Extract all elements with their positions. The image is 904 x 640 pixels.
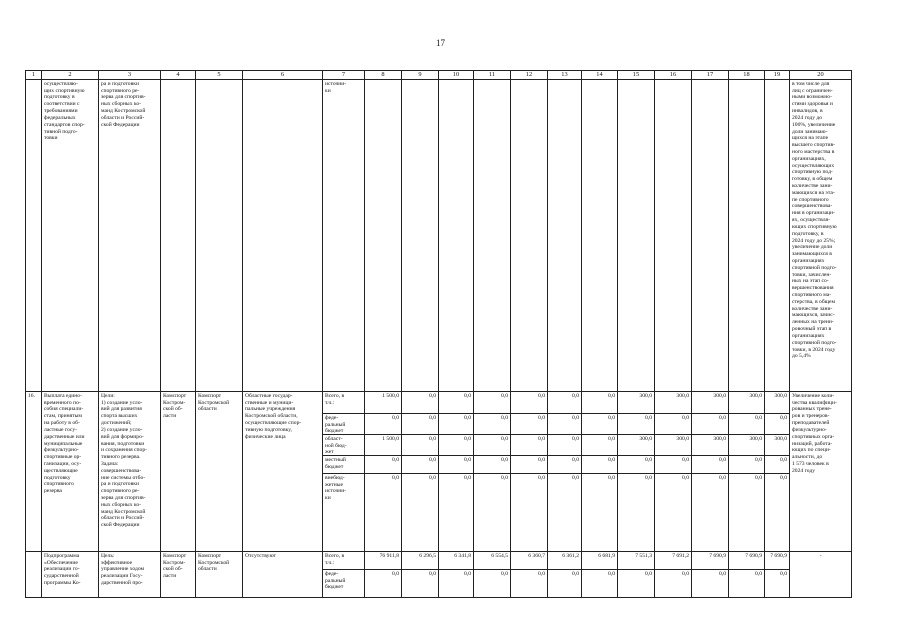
cell-responsible <box>196 79 243 391</box>
amount-value: 300,0 <box>692 392 728 414</box>
cell-amount <box>765 391 790 551</box>
amount-value: 0,0 <box>719 474 726 481</box>
cell-goals: ра и подготовки спортивного ре- зерва для спортив- ных сборных ко- манд Костромской области и Россий- ской Федерации <box>99 79 161 391</box>
amount-value: 300,0 <box>618 435 654 456</box>
source-label: внебюд- жетные источни- ки <box>325 474 347 502</box>
amount-value: 0,0 <box>765 414 789 435</box>
amount-value: 300,0 <box>729 435 764 456</box>
cell-amount <box>439 551 474 597</box>
column-number-9: 9 <box>402 71 439 80</box>
amount-value: 300,0 <box>765 392 789 414</box>
column-number-8: 8 <box>365 71 402 80</box>
amount-value: 0,0 <box>474 392 510 414</box>
amount-value: 0,0 <box>474 414 510 435</box>
cell-amount <box>511 551 548 597</box>
cell-amount <box>582 551 618 597</box>
column-number-14: 14 <box>582 71 618 80</box>
cell-amount <box>474 391 511 551</box>
amount-value: 0,0 <box>645 474 652 481</box>
column-number-7: 7 <box>323 71 365 80</box>
amount-value: 6 681,9 <box>582 552 617 570</box>
amount-value: 300,0 <box>655 392 691 414</box>
source-label: феде- ральный бюджет <box>325 570 346 591</box>
cell-goals: Цели: 1) создание усло- вий для развития спорта высших достижений; 2) создание усло- вий для формиро- вания, подготовки и сохранения спор- тивного резерва. Задача: совершенствова- ние системы отбо- ра и подготовки спортивного ре- зерва для спортив- ных сборных ко- манд Костромской области и Россий- ской Федерации <box>99 391 161 551</box>
source-label: местный бюджет <box>323 456 364 474</box>
amount-value: 0,0 <box>682 474 689 481</box>
amount-value: 0,0 <box>474 456 510 474</box>
amount-value: 0,0 <box>682 570 689 577</box>
amount-value: 0,0 <box>655 456 691 474</box>
amount-value: 300,0 <box>692 435 728 456</box>
column-number-16: 16 <box>655 71 692 80</box>
amount-value: 0,0 <box>729 456 764 474</box>
amount-value: 0,0 <box>439 414 473 435</box>
cell-amount <box>548 551 582 597</box>
source-label: Всего, в т.ч.: <box>323 392 364 414</box>
source-label: област- ной бюд- жет <box>323 435 364 456</box>
amount-value: 0,0 <box>402 435 438 456</box>
amount-value: 0,0 <box>474 435 510 456</box>
amount-value: 0,0 <box>755 474 762 481</box>
subprogram-title: Подпрограмма «Обеспечение реализации го- сударственной программы Ко- <box>44 552 81 587</box>
amount-value: 0,0 <box>511 435 547 456</box>
amount-value: 0,0 <box>392 570 399 577</box>
amount-value: 6 554,5 <box>474 552 510 570</box>
amount-value: 6 341,8 <box>439 552 473 570</box>
table-row <box>26 79 852 391</box>
cell-amount <box>439 391 474 551</box>
cell-amount <box>729 391 765 551</box>
budget-table <box>25 70 852 598</box>
cell-amount <box>618 391 655 551</box>
amount-value: 0,0 <box>439 392 473 414</box>
amount-value: 0,0 <box>548 392 581 414</box>
cell-amount <box>692 391 729 551</box>
column-number-19: 19 <box>765 71 790 80</box>
cell-amount <box>548 391 582 551</box>
column-number-15: 15 <box>618 71 655 80</box>
amount-value: 300,0 <box>729 392 764 414</box>
amount-value: 300,0 <box>765 435 789 456</box>
amount-value: 76 911,8 <box>365 552 401 570</box>
cell-activity: Выплата едино- временного по- собия специали- стам, принятым на работу в об- ластные госу- дарственные или муниципальные физкультурно- спортивные ор- ганизации, осу- ществляющие подготовку спортивного резерва <box>42 391 99 551</box>
amount-value: 0,0 <box>402 392 438 414</box>
amount-value: 0,0 <box>439 435 473 456</box>
cell-amount <box>474 551 511 597</box>
amount-value: 6 361,2 <box>548 552 581 570</box>
column-number-18: 18 <box>729 71 765 80</box>
amount-value: 0,0 <box>608 570 615 577</box>
column-number-10: 10 <box>439 71 474 80</box>
amount-value: 0,0 <box>538 474 545 481</box>
cell-participants: Отсутствуют <box>243 551 323 597</box>
amount-value: 6 360,7 <box>511 552 547 570</box>
source-label: феде- ральный бюджет <box>323 414 364 435</box>
cell-responsible: Комспорт Костромской области <box>196 391 243 551</box>
page-number: 17 <box>436 38 445 48</box>
amount-value: 0,0 <box>365 456 401 474</box>
column-number-12: 12 <box>511 71 548 80</box>
amount-value: 0,0 <box>429 474 436 481</box>
amount-value: 0,0 <box>582 414 617 435</box>
amount-value: 0,0 <box>402 456 438 474</box>
amount-value: 0,0 <box>429 570 436 577</box>
cell-executor <box>161 79 196 391</box>
amount-value: 0,0 <box>392 474 399 481</box>
amount-value: 6 296,5 <box>402 552 438 570</box>
cell-amount <box>511 391 548 551</box>
amount-value: 0,0 <box>402 414 438 435</box>
cell-source <box>323 551 365 597</box>
cell-activity <box>42 551 99 597</box>
amount-value: 0,0 <box>729 414 764 435</box>
amount-value: 1 500,0 <box>365 392 401 414</box>
amount-value: 0,0 <box>608 474 615 481</box>
amount-value: 0,0 <box>645 570 652 577</box>
amount-value: 7 690,9 <box>692 552 728 570</box>
cell-source <box>323 391 365 551</box>
column-number-17: 17 <box>692 71 729 80</box>
cell-result: Увеличение коли- чества квалифици- рованных трене- ров и тренеров- преподавателей физкультурно- спортивных орга- низаций, работа- ющих по специ- альности, до 1 573 человек в 2024 году <box>790 391 852 551</box>
amount-value: 0,0 <box>755 570 762 577</box>
amount-value: 0,0 <box>582 435 617 456</box>
cell-responsible: Комспорт Костромской области <box>196 551 243 597</box>
cell-index: 16. <box>26 391 42 551</box>
amount-value: 0,0 <box>572 570 579 577</box>
cell-index <box>26 551 42 597</box>
cell-amount <box>655 391 692 551</box>
cell-amount <box>582 391 618 551</box>
cell-executor: Комспорт Костром- ской об- ласти <box>161 551 196 597</box>
source-label: Всего, в т.ч.: <box>323 552 364 570</box>
cell-amount <box>618 551 655 597</box>
cell-result: - <box>790 551 852 597</box>
amount-value: 0,0 <box>548 435 581 456</box>
column-number-1: 1 <box>26 71 42 80</box>
table-row <box>26 551 852 597</box>
column-number-6: 6 <box>243 71 323 80</box>
cell-participants: Областные государ- ственные и муници- пальные учреждения Костромской области, осуществляющие спор- тивную подготовку, физические лица <box>243 391 323 551</box>
amount-value: 0,0 <box>538 570 545 577</box>
amount-value: 0,0 <box>582 392 617 414</box>
amount-value: 0,0 <box>548 456 581 474</box>
amount-value: 300,0 <box>618 392 654 414</box>
amount-value: 7 690,9 <box>729 552 764 570</box>
amount-value: 0,0 <box>511 414 547 435</box>
amount-value: 0,0 <box>719 570 726 577</box>
cell-executor: Комспорт Костром- ской об- ласти <box>161 391 196 551</box>
cell-index <box>26 79 42 391</box>
amount-value: 7 551,3 <box>618 552 654 570</box>
cell-amount <box>365 391 402 551</box>
amount-value: 0,0 <box>548 414 581 435</box>
subprogram-goal: Цель: эффективное управление ходом реализации Госу- дарственной про- <box>101 552 145 587</box>
amount-value: 0,0 <box>365 414 401 435</box>
cell-amount <box>765 551 790 597</box>
amount-value: 0,0 <box>655 414 691 435</box>
amount-value: 0,0 <box>511 456 547 474</box>
amount-value: 0,0 <box>780 570 787 577</box>
cell-goals <box>99 551 161 597</box>
column-number-4: 4 <box>161 71 196 80</box>
amount-value: 0,0 <box>464 570 471 577</box>
cell-amount <box>402 391 439 551</box>
amount-value: 0,0 <box>511 392 547 414</box>
cell-amount <box>365 551 402 597</box>
amount-value: 0,0 <box>692 414 728 435</box>
amount-value: 0,0 <box>618 456 654 474</box>
cell-activity: осуществляю- щих спортивную подготовку в соответствии с требованиями федеральных стандартов спор- тивной подго- товки <box>42 79 99 391</box>
amount-value: 0,0 <box>501 474 508 481</box>
cell-amount <box>655 551 692 597</box>
cell-participants <box>243 79 323 391</box>
amount-value: 0,0 <box>582 456 617 474</box>
amount-value: 0,0 <box>501 570 508 577</box>
amount-value: 0,0 <box>780 474 787 481</box>
amount-value: 0,0 <box>692 456 728 474</box>
amount-value: 0,0 <box>765 456 789 474</box>
amount-value: 0,0 <box>572 474 579 481</box>
column-number-11: 11 <box>474 71 511 80</box>
amount-value: 0,0 <box>618 414 654 435</box>
column-number-20: 20 <box>790 71 852 80</box>
cell-source: источни- ки <box>323 79 365 391</box>
amount-value: 7 690,9 <box>765 552 789 570</box>
cell-amount <box>729 551 765 597</box>
amount-value: 0,0 <box>464 474 471 481</box>
cell-amount <box>692 551 729 597</box>
cell-amount <box>402 551 439 597</box>
amount-value: 7 691,2 <box>655 552 691 570</box>
column-number-2: 2 <box>42 71 99 80</box>
column-number-3: 3 <box>99 71 161 80</box>
column-number-13: 13 <box>548 71 582 80</box>
cell-result: в том числе для лиц с ограничен- ными возможно- стями здоровья и инвалидов, в 2024 году до 100%, увеличение доли занимаю- щихся на этапе высшего спортив- ного мастерства в организациях, осуществляющих спортивную под- готовку, в общем количестве зани- мающихся на эта- пе спортивного совершенствова- ния в организаци- ях, осуществля- ющих спортивную подготовку, в 2024 году до 25%; увеличение доли занимающихся в организациях спортивной подго- товки, зачислен- ных на этап со- вершенствования спортивного ма- стерства, в общем количестве зани- мающихся, зачис- ленных на трени- ровочный этап в организациях спортивной подго- товки, в 2024 году до 5,4% <box>790 79 852 391</box>
amount-value: 1 500,0 <box>365 435 401 456</box>
amount-value: 300,0 <box>655 435 691 456</box>
amount-value: 0,0 <box>439 456 473 474</box>
header-row <box>26 71 852 80</box>
column-number-5: 5 <box>196 71 243 80</box>
table-row <box>26 391 852 551</box>
